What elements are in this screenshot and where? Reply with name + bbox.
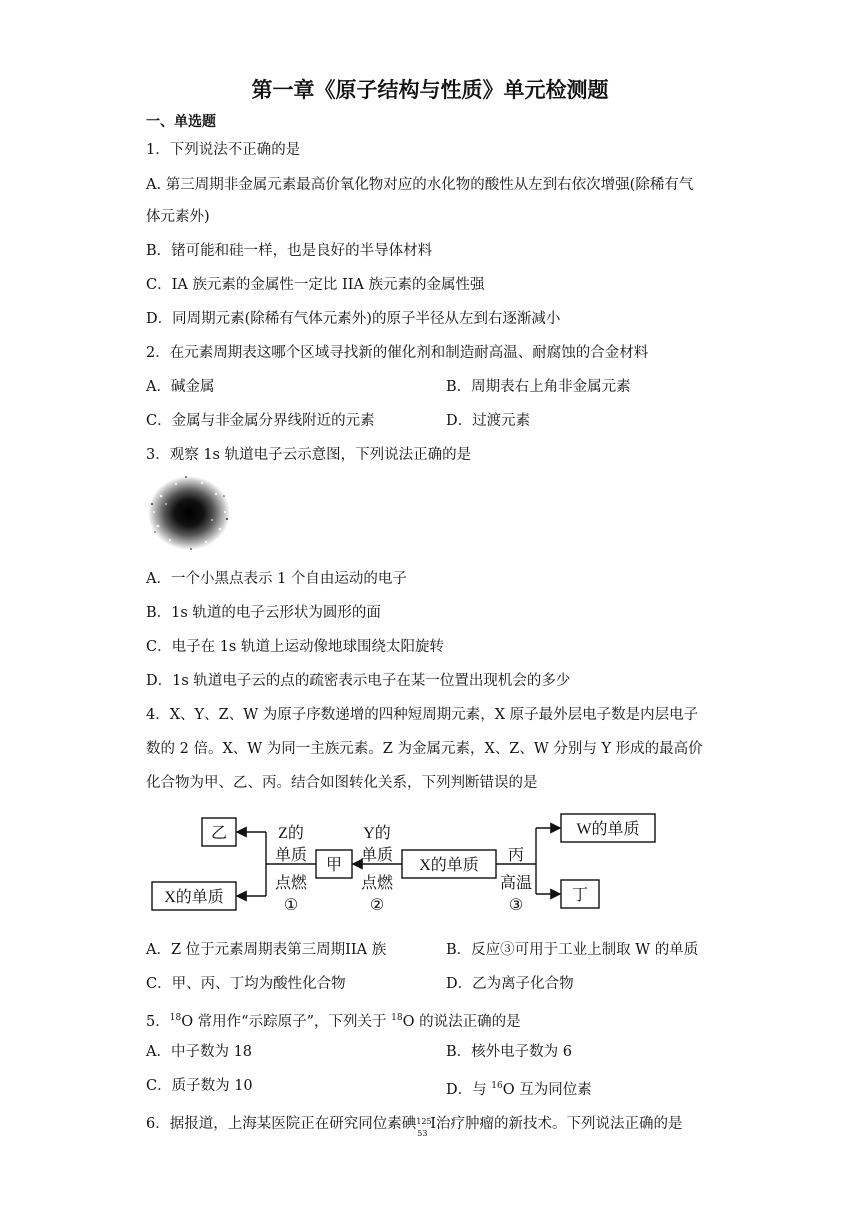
q5-option-a: A．中子数为 18 <box>146 1044 253 1060</box>
q5-stem-part1: O 常用作“示踪原子”，下列关于 <box>181 1014 392 1030</box>
q3-option-c: C．电子在 1s 轨道上运动像地球围绕太阳旋转 <box>146 639 444 655</box>
q4-option-d: D．乙为离子化合物 <box>446 976 574 992</box>
q5-option-b: B．核外电子数为 6 <box>446 1044 572 1060</box>
label-jia: 甲 <box>325 857 343 874</box>
q1-option-a-line2: 体元素外) <box>146 209 210 225</box>
label-ding: 丁 <box>571 887 589 904</box>
iodine-symbol: I <box>430 1116 436 1132</box>
iodine-mass-number: 125 <box>416 1117 432 1126</box>
q2-option-b: B．周期表右上角非金属元素 <box>446 379 631 395</box>
q5-option-d <box>446 1076 592 1100</box>
label-bing: 丙 <box>507 847 525 864</box>
iodine-nuclide <box>416 1114 432 1138</box>
label-circle3: ③ <box>508 897 524 914</box>
q2-option-a: A．碱金属 <box>146 379 215 395</box>
q6-stem-part2: 治疗肿瘤的新技术。下列说法正确的是 <box>435 1116 683 1132</box>
label-circle2: ② <box>369 897 385 914</box>
conversion-diagram <box>150 808 670 920</box>
q3-option-d: D．1s 轨道电子云的点的疏密表示电子在某一位置出现机会的多少 <box>146 673 571 689</box>
q5-d-suffix: O 互为同位素 <box>502 1082 592 1098</box>
q5-mass-number-2: 18 <box>391 1013 403 1023</box>
label-y-line1: Y的 <box>363 825 391 842</box>
q4-stem-line3: 化合物为甲、乙、丙。结合如图转化关系，下列判断错误的是 <box>146 775 538 791</box>
label-z-line1: Z的 <box>278 825 304 842</box>
label-burn2: 点燃 <box>360 875 394 892</box>
label-gaowen: 高温 <box>499 875 533 892</box>
q4-stem-line1: 4．X、Y、Z、W 为原子序数递增的四种短周期元素，X 原子最外层电子数是内层电子 <box>146 707 699 723</box>
q4-option-a: A．Z 位于元素周期表第三周期IIA 族 <box>146 942 387 958</box>
label-y-line2: 单质 <box>360 847 394 864</box>
q6-stem <box>146 1114 683 1138</box>
q5-option-c: C．质子数为 10 <box>146 1078 253 1094</box>
q1-stem: 1．下列说法不正确的是 <box>146 142 301 158</box>
q1-option-b: B．锗可能和硅一样，也是良好的半导体材料 <box>146 243 433 259</box>
q1-option-a-line1: A. 第三周期非金属元素最高价氧化物对应的水化物的酸性从左到右依次增强(除稀有气 <box>146 177 694 193</box>
q1-option-d: D．同周期元素(除稀有气体元素外)的原子半径从左到右逐渐减小 <box>146 311 561 327</box>
iodine-atomic-number: 53 <box>417 1129 428 1138</box>
label-x-left: X的单质 <box>164 889 224 906</box>
electron-cloud-image <box>146 474 232 552</box>
q4-option-c: C．甲、丙、丁均为酸性化合物 <box>146 976 346 992</box>
q2-stem: 2．在元素周期表这哪个区域寻找新的催化剂和制造耐高温、耐腐蚀的合金材料 <box>146 345 649 361</box>
q2-option-c: C．金属与非金属分界线附近的元素 <box>146 413 375 429</box>
q5-stem-part2: O 的说法正确的是 <box>402 1014 521 1030</box>
q5-d-prefix: D．与 <box>446 1082 492 1098</box>
label-yi: 乙 <box>210 825 228 842</box>
label-x-mid: X的单质 <box>419 857 479 874</box>
label-z-line2: 单质 <box>274 847 308 864</box>
q2-option-d: D．过渡元素 <box>446 413 531 429</box>
section-heading: 一、单选题 <box>146 114 216 130</box>
q3-option-b: B．1s 轨道的电子云形状为圆形的面 <box>146 605 381 621</box>
page-title: 第一章《原子结构与性质》单元检测题 <box>251 78 609 102</box>
q5-d-mass-number: 16 <box>491 1081 503 1091</box>
q3-stem: 3．观察 1s 轨道电子云示意图，下列说法正确的是 <box>146 447 472 463</box>
q1-option-c: C．IA 族元素的金属性一定比 IIA 族元素的金属性强 <box>146 277 485 293</box>
q4-option-b: B．反应③可用于工业上制取 W 的单质 <box>446 942 699 958</box>
q5-number: 5． <box>146 1014 170 1030</box>
label-w: W的单质 <box>576 821 640 838</box>
q6-stem-part1: 6．据报道，上海某医院正在研究同位素碘 <box>146 1116 417 1132</box>
label-burn1: 点燃 <box>274 875 308 892</box>
q3-option-a: A．一个小黑点表示 1 个自由运动的电子 <box>146 571 407 587</box>
q5-stem <box>146 1008 521 1032</box>
q5-mass-number: 18 <box>169 1013 182 1023</box>
q4-stem-line2: 数的 2 倍。X、W 为同一主族元素。Z 为金属元素，X、Z、W 分别与 Y 形成的最高价 <box>146 741 703 757</box>
label-circle1: ① <box>283 897 299 914</box>
